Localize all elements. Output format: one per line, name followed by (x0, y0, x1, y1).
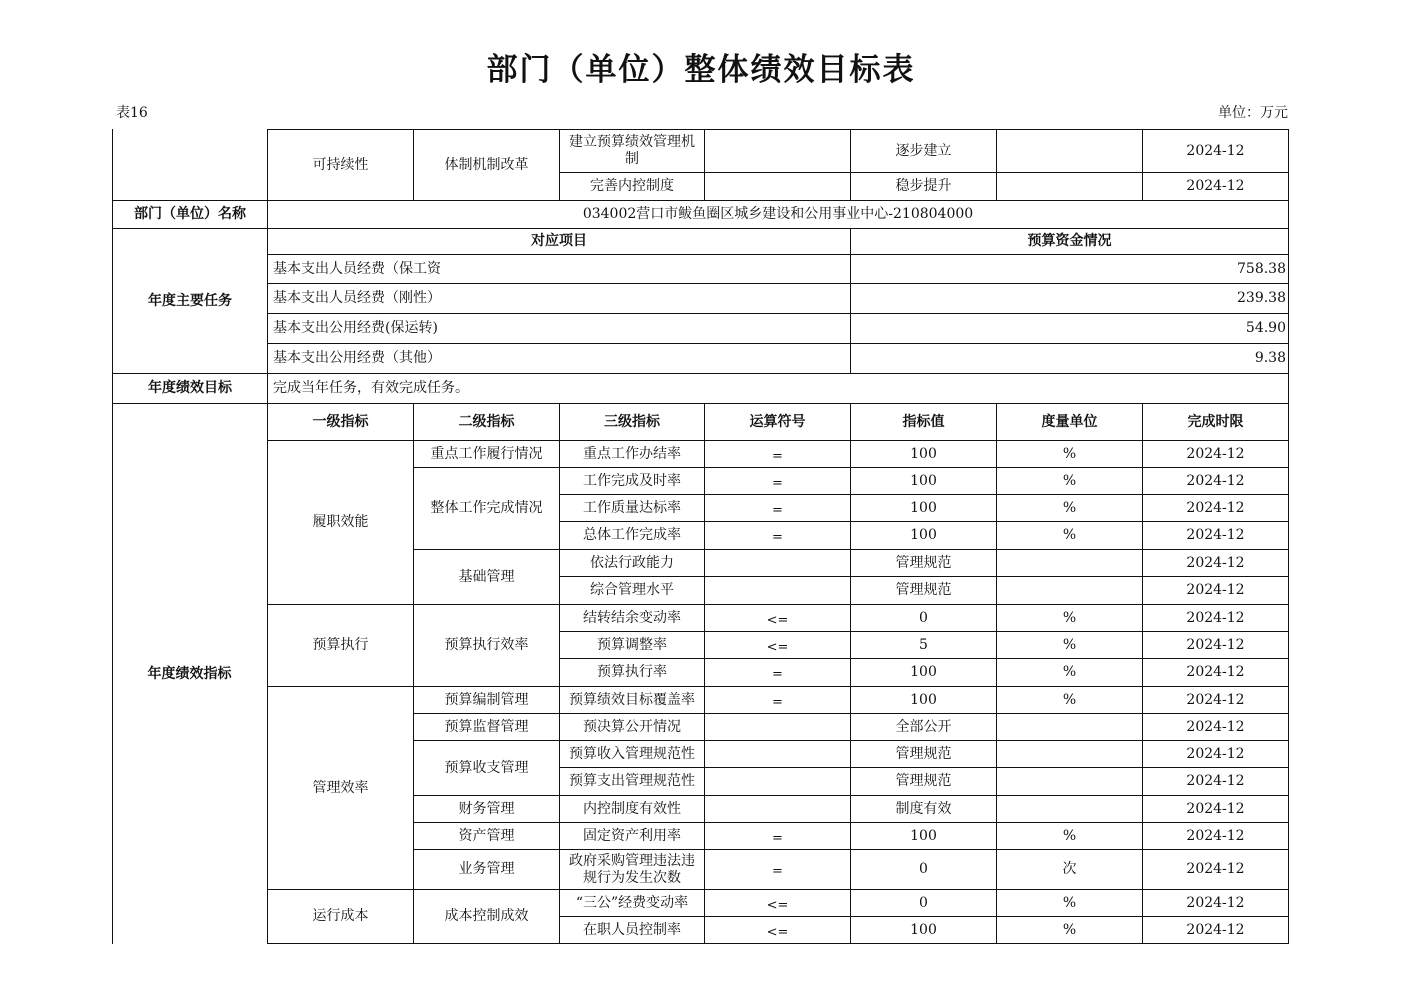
sustain-label-blank (112, 129, 268, 201)
goal-label: 年度绩效目标 (112, 373, 268, 404)
indicator-level3: 政府采购管理违法违规行为发生次数 (559, 849, 705, 890)
indicator-level3: 预算调整率 (559, 631, 705, 659)
indicator-value: 管理规范 (850, 576, 997, 605)
task-item: 基本支出人员经费（刚性） (267, 283, 851, 314)
indicator-value: 100 (850, 440, 997, 468)
sustain-value-2: 稳步提升 (850, 172, 997, 201)
indicator-level3: 固定资产利用率 (559, 822, 705, 850)
task-item: 基本支出公用经费（其他） (267, 343, 851, 374)
header-level1: 一级指标 (267, 403, 414, 441)
indicator-operator (704, 740, 851, 768)
header-level3: 三级指标 (559, 403, 705, 441)
indicator-level3: 在职人员控制率 (559, 916, 705, 944)
indicator-operator: <= (704, 916, 851, 944)
indicator-operator: = (704, 521, 851, 550)
sustain-level1: 可持续性 (267, 129, 414, 201)
header-level2: 二级指标 (413, 403, 560, 441)
indicator-operator: = (704, 686, 851, 714)
indicator-unit: 次 (996, 849, 1143, 890)
indicator-operator: = (704, 494, 851, 522)
sustain-value-1: 逐步建立 (850, 129, 997, 173)
indicator-deadline: 2024-12 (1142, 822, 1289, 850)
indicator-value: 100 (850, 658, 997, 687)
indicator-unit (996, 767, 1143, 796)
indicator-unit: % (996, 631, 1143, 659)
indicator-value: 100 (850, 494, 997, 522)
indicator-level3: 预算收入管理规范性 (559, 740, 705, 768)
level2-zhongdian: 重点工作履行情况 (413, 440, 560, 468)
level1-lvzhi: 履职效能 (267, 440, 414, 605)
indicator-value: 100 (850, 916, 997, 944)
indicator-operator: = (704, 658, 851, 687)
sustain-level3-2: 完善内控制度 (559, 172, 705, 201)
sustain-deadline-2: 2024-12 (1142, 172, 1289, 201)
indicator-level3: 工作质量达标率 (559, 494, 705, 522)
indicator-operator: = (704, 849, 851, 890)
indicator-unit: % (996, 658, 1143, 687)
task-amount: 9.38 (850, 343, 1289, 374)
indicator-deadline: 2024-12 (1142, 713, 1289, 741)
task-item: 基本支出人员经费（保工资 (267, 254, 851, 284)
indicator-unit (996, 713, 1143, 741)
header-value: 指标值 (850, 403, 997, 441)
page-title: 部门（单位）整体绩效目标表 (486, 52, 916, 88)
sustain-level3-1: 建立预算绩效管理机制 (559, 129, 705, 173)
level1-yusuan: 预算执行 (267, 604, 414, 687)
indicator-operator (704, 549, 851, 577)
indicator-unit (996, 740, 1143, 768)
indicator-value: 管理规范 (850, 740, 997, 768)
indicator-operator: = (704, 440, 851, 468)
indicator-deadline: 2024-12 (1142, 631, 1289, 659)
indicator-value: 全部公开 (850, 713, 997, 741)
indicator-unit: % (996, 822, 1143, 850)
dept-name-value: 034002营口市鲅鱼圈区城乡建设和公用事业中心-210804000 (267, 200, 1289, 229)
level2-jiandu: 预算监督管理 (413, 713, 560, 741)
indicator-unit (996, 795, 1143, 823)
sustain-level2: 体制机制改革 (413, 129, 560, 201)
indicator-unit: % (996, 440, 1143, 468)
indicator-value: 100 (850, 686, 997, 714)
indicator-operator: <= (704, 889, 851, 917)
indicator-deadline: 2024-12 (1142, 494, 1289, 522)
indicator-value: 100 (850, 467, 997, 495)
task-item: 基本支出公用经费(保运转) (267, 313, 851, 344)
indicator-value: 管理规范 (850, 767, 997, 796)
indicator-deadline: 2024-12 (1142, 767, 1289, 796)
indicator-deadline: 2024-12 (1142, 889, 1289, 917)
header-unit: 度量单位 (996, 403, 1143, 441)
sustain-op-2 (704, 172, 851, 201)
indicator-unit: % (996, 686, 1143, 714)
indicator-deadline: 2024-12 (1142, 440, 1289, 468)
indicator-unit: % (996, 916, 1143, 944)
indicator-level3: 总体工作完成率 (559, 521, 705, 550)
indicator-value: 管理规范 (850, 549, 997, 577)
sustain-op-1 (704, 129, 851, 173)
indicator-unit (996, 549, 1143, 577)
indicator-unit (996, 576, 1143, 605)
indicator-unit: % (996, 494, 1143, 522)
indicator-deadline: 2024-12 (1142, 849, 1289, 890)
indicator-operator: = (704, 822, 851, 850)
indicator-level3: 工作完成及时率 (559, 467, 705, 495)
indicator-operator: <= (704, 631, 851, 659)
indicator-unit: % (996, 604, 1143, 632)
indicator-value: 0 (850, 604, 997, 632)
indicator-deadline: 2024-12 (1142, 521, 1289, 550)
indicator-operator (704, 795, 851, 823)
level1-guanli: 管理效率 (267, 686, 414, 890)
indicators-label: 年度绩效指标 (112, 403, 268, 944)
level2-zichan: 资产管理 (413, 822, 560, 850)
level1-chengben: 运行成本 (267, 889, 414, 944)
indicator-deadline: 2024-12 (1142, 658, 1289, 687)
indicator-deadline: 2024-12 (1142, 576, 1289, 605)
goal-value: 完成当年任务，有效完成任务。 (267, 373, 1289, 404)
indicator-level3: 结转结余变动率 (559, 604, 705, 632)
indicator-deadline: 2024-12 (1142, 467, 1289, 495)
indicator-deadline: 2024-12 (1142, 795, 1289, 823)
indicator-operator: = (704, 467, 851, 495)
indicator-level3: 预算绩效目标覆盖率 (559, 686, 705, 714)
sustain-unit-1 (996, 129, 1143, 173)
dept-name-label: 部门（单位）名称 (112, 200, 268, 229)
indicator-deadline: 2024-12 (1142, 740, 1289, 768)
table-number: 表16 (116, 105, 148, 121)
performance-table (112, 129, 1289, 944)
indicator-deadline: 2024-12 (1142, 916, 1289, 944)
indicator-level3: 依法行政能力 (559, 549, 705, 577)
indicator-level3: “三公”经费变动率 (559, 889, 705, 917)
indicator-value: 0 (850, 849, 997, 890)
task-amount: 54.90 (850, 313, 1289, 344)
indicator-operator: <= (704, 604, 851, 632)
indicator-operator (704, 576, 851, 605)
indicator-value: 100 (850, 822, 997, 850)
level2-chengbenkongzhi: 成本控制成效 (413, 889, 560, 944)
indicator-unit: % (996, 467, 1143, 495)
indicator-unit: % (996, 889, 1143, 917)
indicator-unit: % (996, 521, 1143, 550)
indicator-value: 5 (850, 631, 997, 659)
indicator-operator (704, 767, 851, 796)
level2-caiwu: 财务管理 (413, 795, 560, 823)
indicator-value: 0 (850, 889, 997, 917)
indicator-level3: 综合管理水平 (559, 576, 705, 605)
tasks-label: 年度主要任务 (112, 228, 268, 374)
level2-shouzhi: 预算收支管理 (413, 740, 560, 796)
indicator-deadline: 2024-12 (1142, 686, 1289, 714)
indicator-deadline: 2024-12 (1142, 549, 1289, 577)
indicator-operator (704, 713, 851, 741)
level2-zhengti: 整体工作完成情况 (413, 467, 560, 550)
sustain-unit-2 (996, 172, 1143, 201)
task-amount: 758.38 (850, 254, 1289, 284)
indicator-level3: 重点工作办结率 (559, 440, 705, 468)
tasks-header-budget: 预算资金情况 (850, 228, 1289, 255)
indicator-deadline: 2024-12 (1142, 604, 1289, 632)
indicator-level3: 预算执行率 (559, 658, 705, 687)
header-operator: 运算符号 (704, 403, 851, 441)
task-amount: 239.38 (850, 283, 1289, 314)
indicator-level3: 预决算公开情况 (559, 713, 705, 741)
header-deadline: 完成时限 (1142, 403, 1289, 441)
indicator-value: 制度有效 (850, 795, 997, 823)
sustain-deadline-1: 2024-12 (1142, 129, 1289, 173)
level2-zhixing: 预算执行效率 (413, 604, 560, 687)
indicator-value: 100 (850, 521, 997, 550)
indicator-level3: 预算支出管理规范性 (559, 767, 705, 796)
level2-yewu: 业务管理 (413, 849, 560, 890)
unit-label: 单位：万元 (1218, 105, 1288, 121)
tasks-header-item: 对应项目 (267, 228, 851, 255)
level2-bianzhi: 预算编制管理 (413, 686, 560, 714)
indicator-level3: 内控制度有效性 (559, 795, 705, 823)
level2-jichu: 基础管理 (413, 549, 560, 605)
